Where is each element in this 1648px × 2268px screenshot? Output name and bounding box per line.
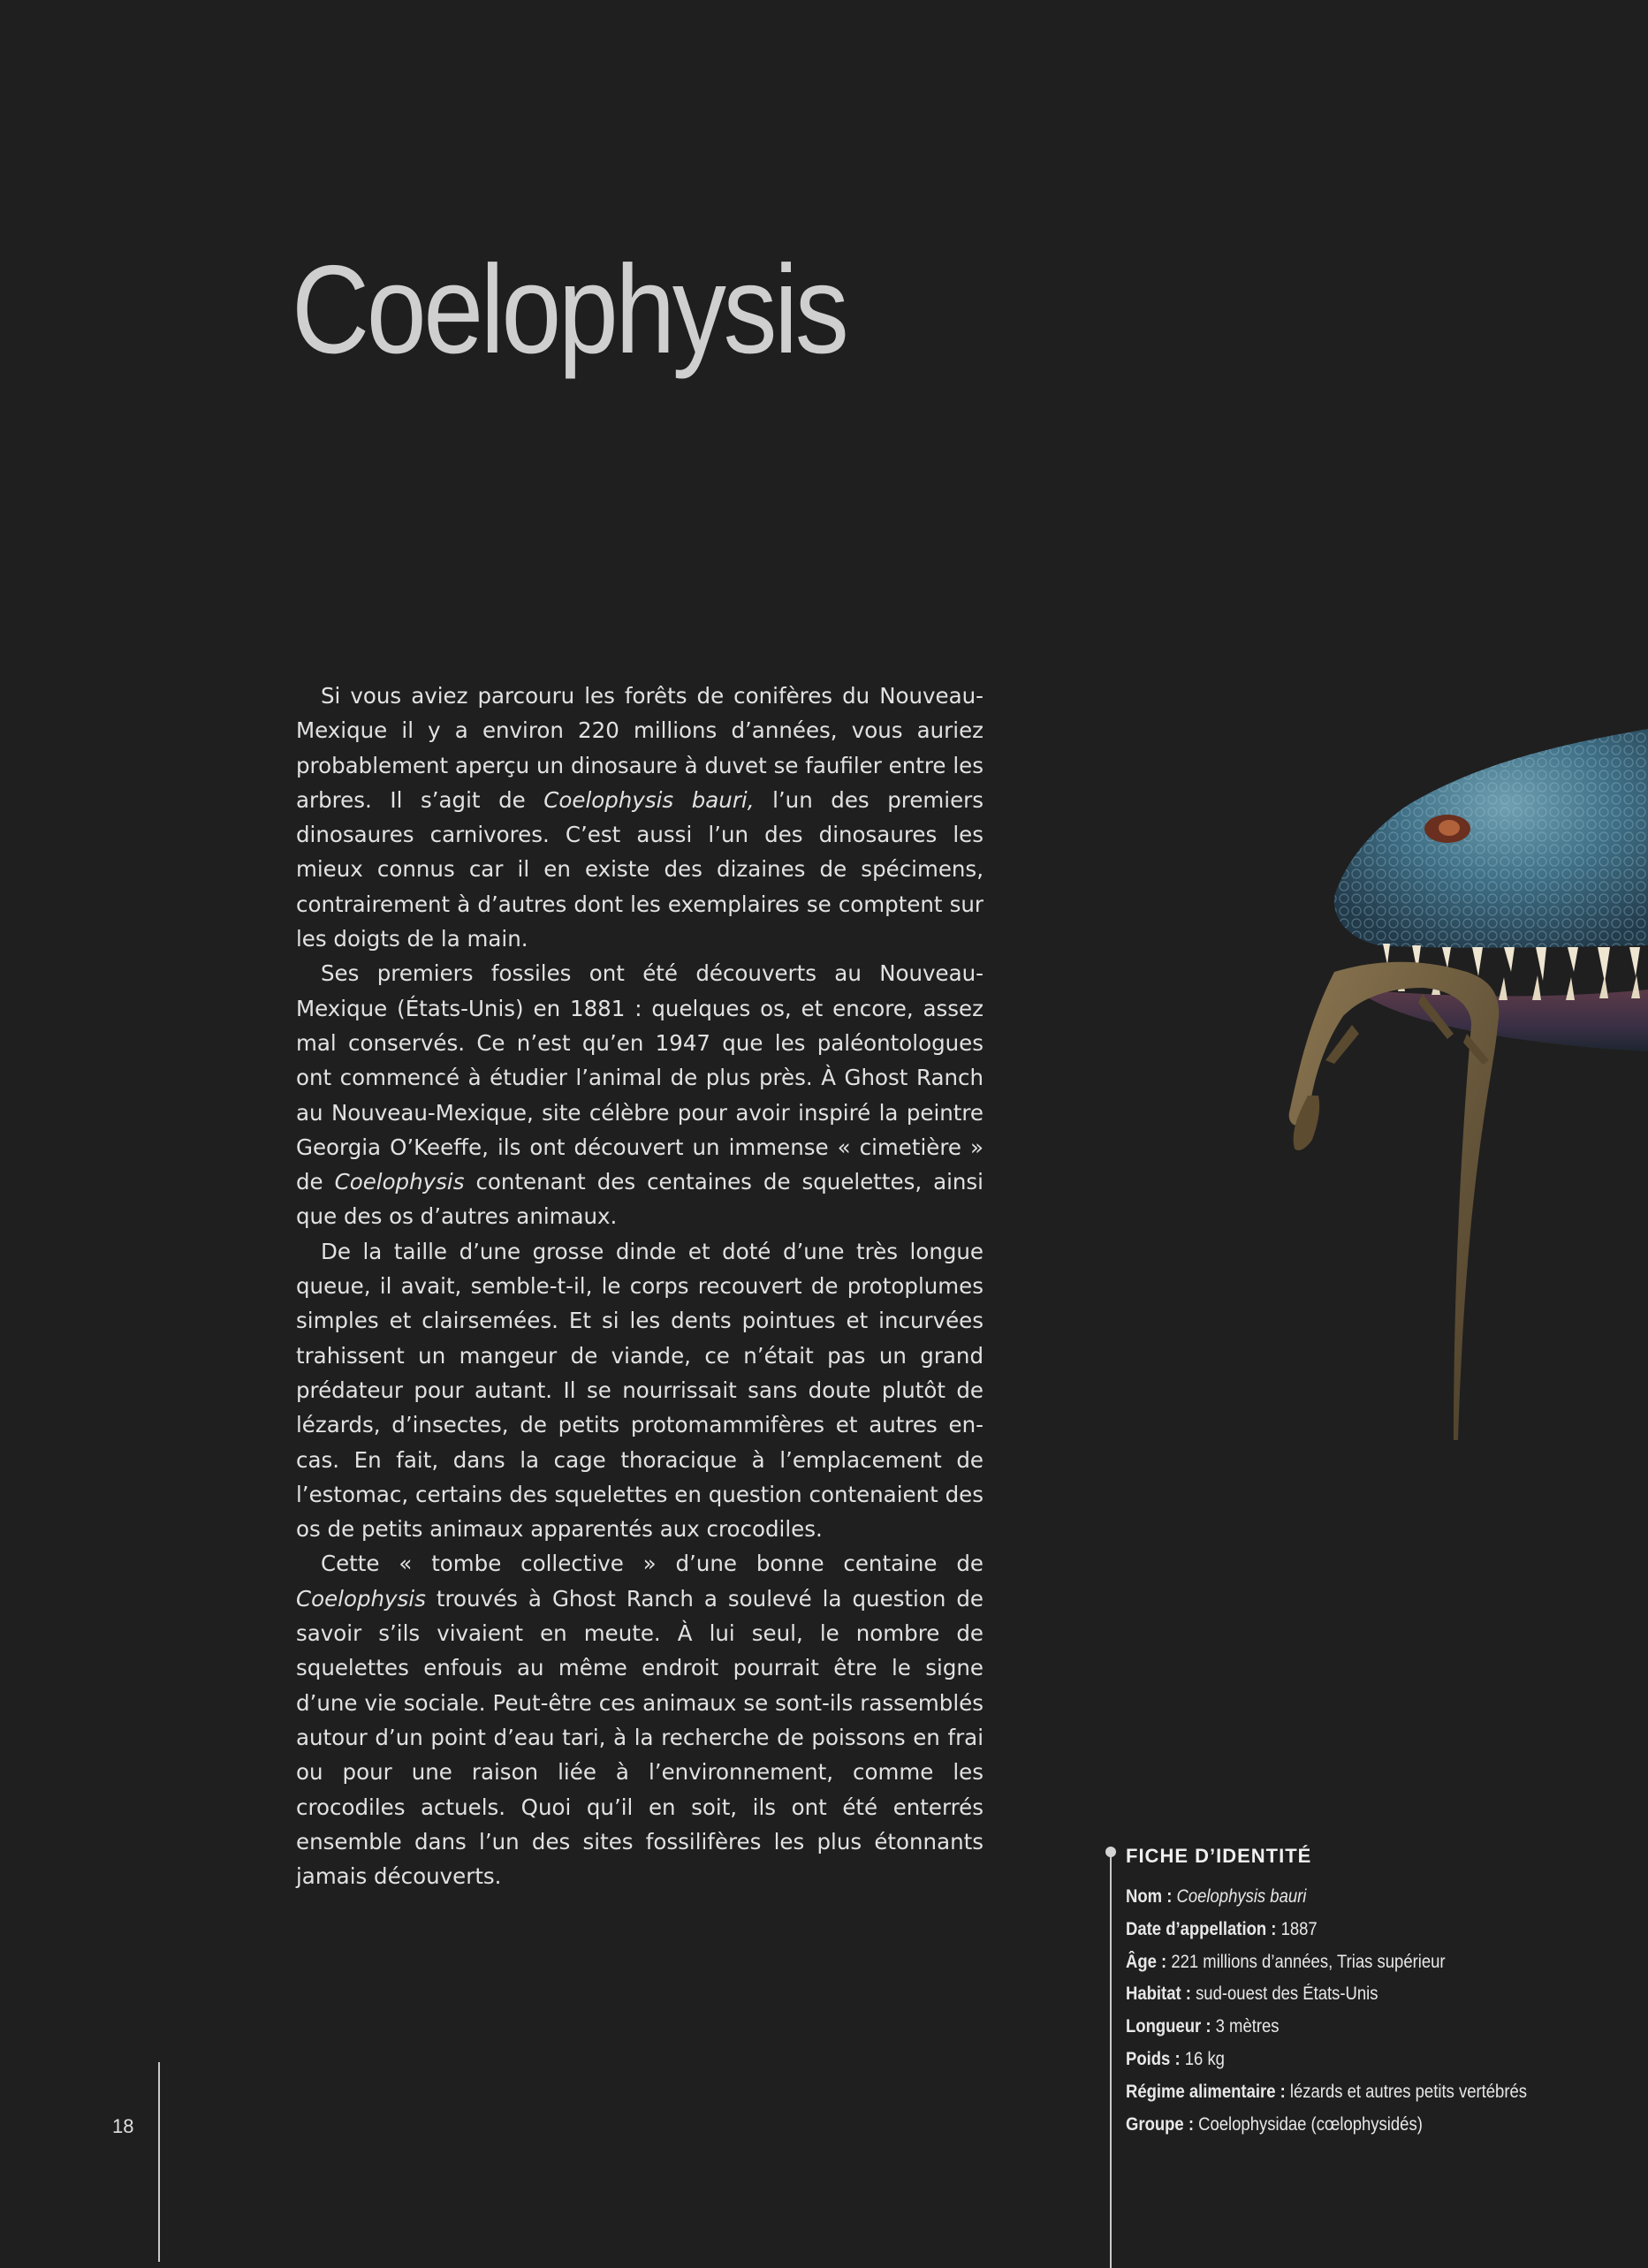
identity-card-title: FICHE D’IDENTITÉ [1126, 1845, 1312, 1867]
identity-card-bullet [1105, 1847, 1116, 1857]
fiche-label: Poids : [1126, 2048, 1181, 2069]
fiche-label: Date d’appellation : [1126, 1918, 1277, 1939]
dinosaur-head-illustration [1202, 707, 1648, 1449]
fiche-value: 3 mètres [1215, 2016, 1280, 2037]
fiche-label: Régime alimentaire : [1126, 2081, 1286, 2102]
paragraph-text: De la taille d’une grosse dinde et doté d’une très longue queue, il avait, semble-t-il, le corps recouvert de protoplumes simples et clairsemées. Et si les dents pointues et incurvées trahissent un mangeur de viande, ce n’était pas un grand prédateur pour autant. Il se nourrissait sans doute plutôt de lézards, d’insectes, de petits protomammifères et autres en-cas. En fait, dans la cage thoracique à l’emplacement de l’estomac, certains des squelettes en question contenaient des os de petits animaux apparentés aux crocodiles. [296, 1238, 983, 1543]
fiche-value: 221 millions d’années, Trias supérieur [1171, 1951, 1446, 1972]
fiche-row-date [1126, 1914, 1561, 1946]
fiche-label: Longueur : [1126, 2016, 1211, 2037]
fiche-value: lézards et autres petits vertébrés [1289, 2081, 1527, 2102]
body-text [296, 679, 983, 1893]
fiche-row-regime [1126, 2076, 1561, 2109]
paragraph-4 [296, 1546, 983, 1893]
fiche-row-habitat [1126, 1978, 1561, 2011]
fiche-value: 16 kg [1184, 2048, 1225, 2069]
fiche-row-age [1126, 1946, 1561, 1979]
fiche-value: 1887 [1280, 1918, 1318, 1939]
paragraph-1 [296, 679, 983, 956]
fiche-row-nom [1126, 1881, 1561, 1914]
paragraph-text: trouvés à Ghost Ranch a soulevé la question de savoir s’ils vivaient en meute. À lui seul, le nombre de squelettes enfouis au même endroit pourrait être le signe d’une vie sociale. Peut-être ces animaux se sont-ils rassemblés autour d’un point d’eau tari, à la recherche de poissons en frai ou pour une raison liée à l’environnement, comme les crocodiles actuels. Quoi qu’il en soit, ils ont été enterrés ensemble dans l’un des sites fossilifères les plus étonnants jamais découverts. [296, 1585, 983, 1890]
fiche-row-longueur [1126, 2011, 1561, 2044]
fiche-label: Habitat : [1126, 1984, 1191, 2005]
identity-card-rule [1110, 1853, 1112, 2268]
species-name: Coelophysis [334, 1169, 465, 1195]
paragraph-text: Ses premiers fossiles ont été découverts au Nouveau-Mexique (États-Unis) en 1881 : quelques os, et encore, assez mal conservés. Ce n’est qu’en 1947 que les paléontologues ont commencé à étudier l’animal de plus près. À Ghost Ranch au Nouveau-Mexique, site célèbre pour avoir inspiré la peintre Georgia O’Keeffe, ils ont découvert un immense « cimetière » de [296, 960, 983, 1195]
fiche-label: Groupe : [1126, 2113, 1194, 2135]
paragraph-3 [296, 1234, 983, 1547]
fiche-label: Âge : [1126, 1951, 1167, 1972]
fiche-value: Coelophysis bauri [1176, 1886, 1307, 1907]
page-title: Coelophysis [292, 239, 847, 380]
paragraph-text: contenant des centaines de squelettes, ainsi que des os d’autres animaux. [296, 1169, 983, 1230]
species-name: Coelophysis bauri, [543, 786, 755, 813]
fiche-value: Coelophysidae (cœlophysidés) [1198, 2113, 1423, 2135]
species-name: Coelophysis [296, 1585, 426, 1612]
fiche-label: Nom : [1126, 1886, 1173, 1907]
fiche-value: sud-ouest des États-Unis [1196, 1984, 1378, 2005]
page-number-rule [158, 2062, 160, 2262]
fiche-row-poids [1126, 2044, 1561, 2076]
fiche-row-groupe [1126, 2109, 1561, 2142]
paragraph-2 [296, 956, 983, 1233]
paragraph-text: Si vous aviez parcouru les forêts de conifères du Nouveau-Mexique il y a environ 220 millions d’années, vous auriez probablement aperçu un dinosaure à duvet se faufiler entre les arbres. Il s’agit de [296, 683, 983, 813]
paragraph-text: Cette « tombe collective » d’une bonne centaine de [321, 1551, 983, 1577]
paragraph-text: l’un des premiers dinosaures carnivores. C’est aussi l’un des dinosaures les mieux connus car il en existe des dizaines de spécimens, contrairement à d’autres dont les exemplaires se comptent sur les doigts de la main. [296, 786, 983, 952]
page-number: 18 [112, 2115, 134, 2137]
